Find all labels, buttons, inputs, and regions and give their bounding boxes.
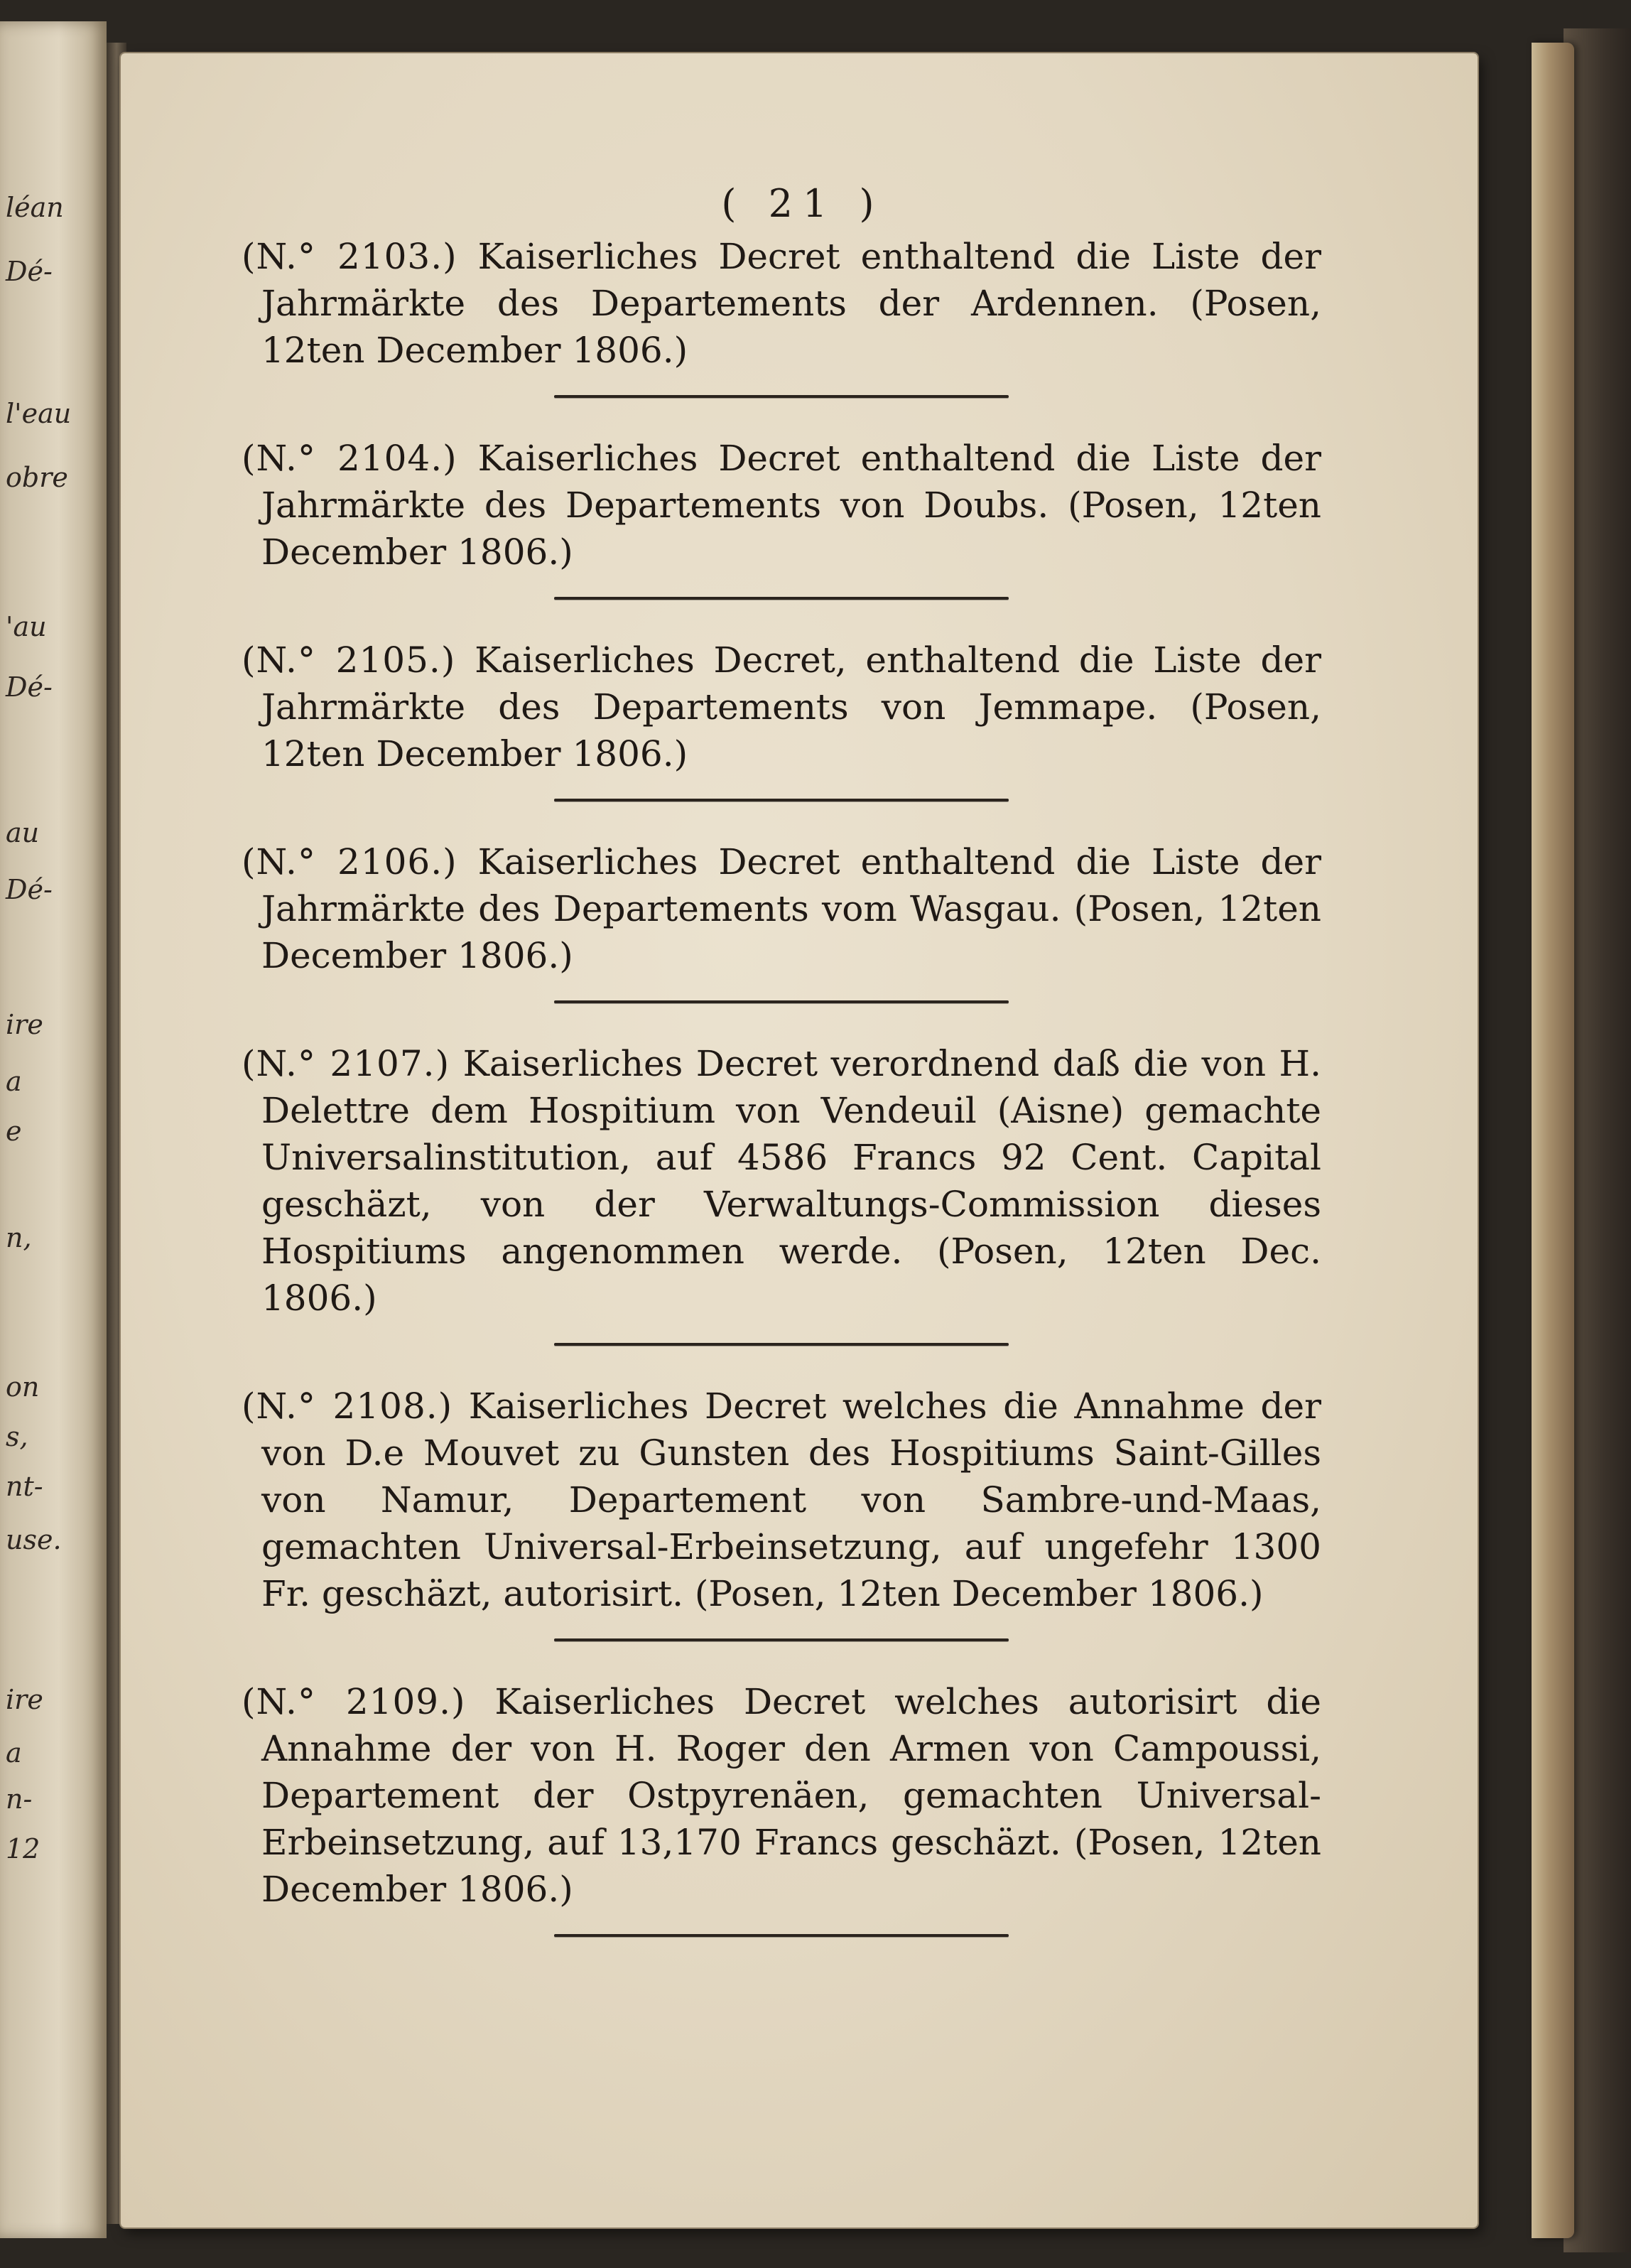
left-fragment: a xyxy=(6,1066,22,1097)
left-fragment: au xyxy=(6,817,40,848)
separator-rule xyxy=(554,1638,1009,1641)
separator-rule xyxy=(554,1000,1009,1003)
left-fragment: l'eau xyxy=(6,398,72,429)
decree-entry xyxy=(242,1383,1321,1617)
left-fragment: 'au xyxy=(6,611,47,642)
page-content xyxy=(242,181,1321,1974)
left-fragment: a xyxy=(6,1737,22,1768)
decree-entry xyxy=(242,838,1321,979)
decree-number: (N.° 2105.) xyxy=(242,639,456,681)
decree-number: (N.° 2106.) xyxy=(242,841,457,882)
left-fragment: léan xyxy=(6,192,64,223)
facing-page-edge xyxy=(0,21,107,2238)
decree-entry xyxy=(242,233,1321,374)
decree-number: (N.° 2104.) xyxy=(242,438,457,479)
left-fragment: on xyxy=(6,1371,40,1403)
page-stack-edge xyxy=(1532,43,1574,2238)
left-fragment: ire xyxy=(6,1009,43,1040)
left-fragment: Dé- xyxy=(6,671,53,703)
decree-text: Kaiserliches Decret enthaltend die Liste der Jahrmärkte des Departements der Ardennen. (Posen, 12ten December 1806.) xyxy=(261,236,1321,371)
left-fragment: n- xyxy=(6,1783,33,1815)
decree-entry xyxy=(242,1040,1321,1322)
decree-text: Kaiserliches Decret welches autorisirt die Annahme der von H. Roger den Armen von Campoussi, Departement der Ostpyrenäen, gemachten Universal-Erbeinsetzung, auf 13,170 Francs geschäzt. (Posen, 12ten December 1806.) xyxy=(261,1681,1321,1910)
left-fragment: obre xyxy=(6,462,68,493)
left-fragment: 12 xyxy=(6,1833,40,1864)
left-fragment: Dé- xyxy=(6,874,53,905)
decree-number: (N.° 2109.) xyxy=(242,1681,466,1722)
separator-rule xyxy=(554,597,1009,600)
page-number: ( 21 ) xyxy=(721,181,884,226)
decree-entry xyxy=(242,1678,1321,1913)
decree-entry xyxy=(242,637,1321,777)
decree-number: (N.° 2107.) xyxy=(242,1043,450,1084)
separator-rule xyxy=(554,799,1009,801)
left-fragment: ire xyxy=(6,1684,43,1715)
decree-text: Kaiserliches Decret, enthaltend die Liste der Jahrmärkte des Departements von Jemmape. (Posen, 12ten December 1806.) xyxy=(261,639,1321,774)
separator-rule xyxy=(554,395,1009,398)
left-fragment: e xyxy=(6,1116,22,1147)
left-fragment: Dé- xyxy=(6,256,53,287)
left-fragment: use. xyxy=(6,1524,62,1555)
decree-number: (N.° 2103.) xyxy=(242,236,457,277)
separator-rule xyxy=(554,1934,1009,1937)
decree-text: Kaiserliches Decret enthaltend die Liste der Jahrmärkte des Departements vom Wasgau. (Posen, 12ten December 1806.) xyxy=(261,841,1321,976)
decree-text: Kaiserliches Decret welches die Annahme der von D.e Mouvet zu Gunsten des Hospitiums Saint-Gilles von Namur, Departement von Sambre-und-Maas, gemachten Universal-Erbeinsetzung, auf ungefehr 1300 Fr. geschäzt, autorisirt. (Posen, 12ten December 1806.) xyxy=(261,1386,1321,1614)
decree-text: Kaiserliches Decret verordnend daß die von H. Delettre dem Hospitium von Vendeuil (Aisne) gemachte Universalinstitution, auf 4586 Francs 92 Cent. Capital geschäzt, von der Verwaltungs-Commission dieses Hospitiums angenommen werde. (Posen, 12ten Dec. 1806.) xyxy=(261,1043,1321,1319)
left-fragment: n, xyxy=(6,1222,32,1253)
decree-number: (N.° 2108.) xyxy=(242,1386,453,1427)
left-fragment: nt- xyxy=(6,1471,43,1502)
decree-entry xyxy=(242,435,1321,576)
separator-rule xyxy=(554,1343,1009,1346)
decree-text: Kaiserliches Decret enthaltend die Liste der Jahrmärkte des Departements von Doubs. (Posen, 12ten December 1806.) xyxy=(261,438,1321,573)
left-fragment: s, xyxy=(6,1421,28,1452)
